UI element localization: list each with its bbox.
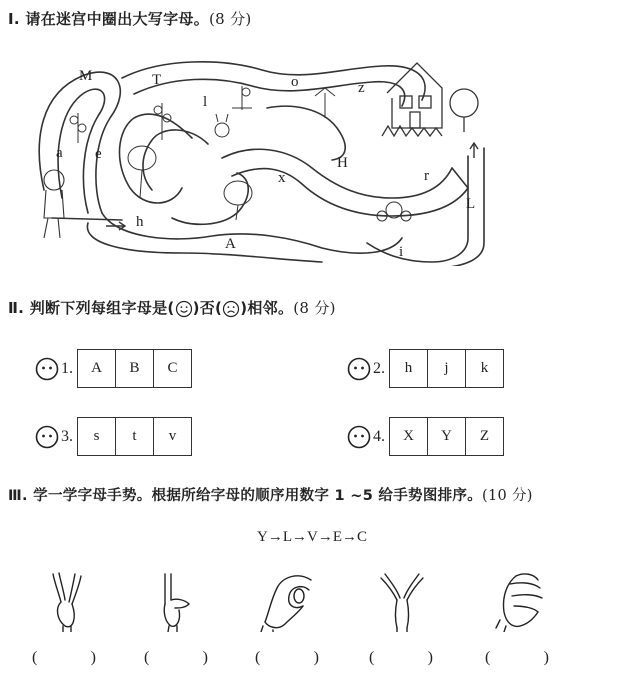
- maze-letter-r[interactable]: r: [424, 168, 429, 184]
- hand-sign-e-icon: [490, 570, 546, 632]
- hand-sign-c-icon: [259, 570, 317, 632]
- letter-cell: B: [116, 350, 154, 387]
- letter-box-group: [77, 417, 192, 456]
- letter-cell: j: [428, 350, 466, 387]
- question-number: 2.: [373, 359, 385, 377]
- question-3: [35, 417, 192, 456]
- hand-sign-l-icon: [155, 570, 193, 632]
- maze-letter-x[interactable]: x: [278, 170, 286, 186]
- face-answer-icon[interactable]: [35, 425, 59, 449]
- answer-blank[interactable]: ( ): [485, 649, 549, 666]
- face-answer-icon[interactable]: [35, 357, 59, 381]
- face-answer-icon[interactable]: [347, 425, 371, 449]
- letter-cell: k: [480, 360, 489, 376]
- maze-letter-h[interactable]: h: [136, 214, 144, 230]
- answer-blank[interactable]: ( ): [369, 649, 433, 666]
- letter-sequence: Y→L→V→E→C: [257, 529, 367, 545]
- question-2: [347, 349, 504, 388]
- letter-cell: X: [390, 418, 428, 455]
- letter-box-group: [77, 349, 192, 388]
- section-2-heading: Ⅱ. 判断下列每组字母是( )否( )相邻。(8 分): [8, 299, 336, 317]
- answer-blank[interactable]: ( ): [255, 649, 319, 666]
- question-number: 3.: [61, 427, 73, 445]
- maze-letter-T[interactable]: T: [152, 72, 162, 88]
- maze-letter-M[interactable]: M: [79, 68, 93, 84]
- question-1: [35, 349, 192, 388]
- letter-cell: A: [78, 350, 116, 387]
- section-3-heading: Ⅲ. 学一学字母手势。根据所给字母的顺序用数字 1 ~5 给手势图排序。(10 分): [8, 488, 533, 504]
- letter-cell: v: [168, 428, 177, 444]
- letter-cell: Z: [479, 428, 490, 444]
- maze-letter-A[interactable]: A: [225, 236, 236, 252]
- maze-letter-i[interactable]: i: [399, 244, 404, 260]
- hand-sign-v-icon: [45, 570, 85, 632]
- question-4: [347, 417, 504, 456]
- letter-cell: Y: [428, 418, 466, 455]
- face-answer-icon[interactable]: [347, 357, 371, 381]
- maze-illustration: [22, 48, 497, 266]
- letter-cell: s: [78, 418, 116, 455]
- sad-face-icon: [222, 300, 240, 318]
- question-number: 4.: [373, 427, 385, 445]
- maze-letter-o[interactable]: o: [291, 74, 299, 90]
- section-1-heading: Ⅰ. 请在迷宫中圈出大写字母。(8 分): [8, 10, 252, 28]
- maze-letter-a[interactable]: a: [56, 145, 63, 161]
- answer-blank[interactable]: ( ): [144, 649, 208, 666]
- letter-cell: C: [167, 360, 178, 376]
- letter-cell: t: [116, 418, 154, 455]
- maze-letter-e[interactable]: e: [95, 146, 102, 162]
- letter-box-group: [389, 417, 504, 456]
- answer-blank[interactable]: ( ): [32, 649, 96, 666]
- maze-letter-l[interactable]: l: [203, 94, 208, 110]
- question-number: 1.: [61, 359, 73, 377]
- smiley-face-icon: [175, 300, 193, 318]
- letter-box-group: [389, 349, 504, 388]
- hand-sign-y-icon: [377, 570, 427, 632]
- maze-letter-z[interactable]: z: [358, 80, 365, 96]
- letter-cell: h: [390, 350, 428, 387]
- maze-letter-H[interactable]: H: [337, 155, 348, 171]
- maze-letter-L[interactable]: L: [466, 196, 476, 212]
